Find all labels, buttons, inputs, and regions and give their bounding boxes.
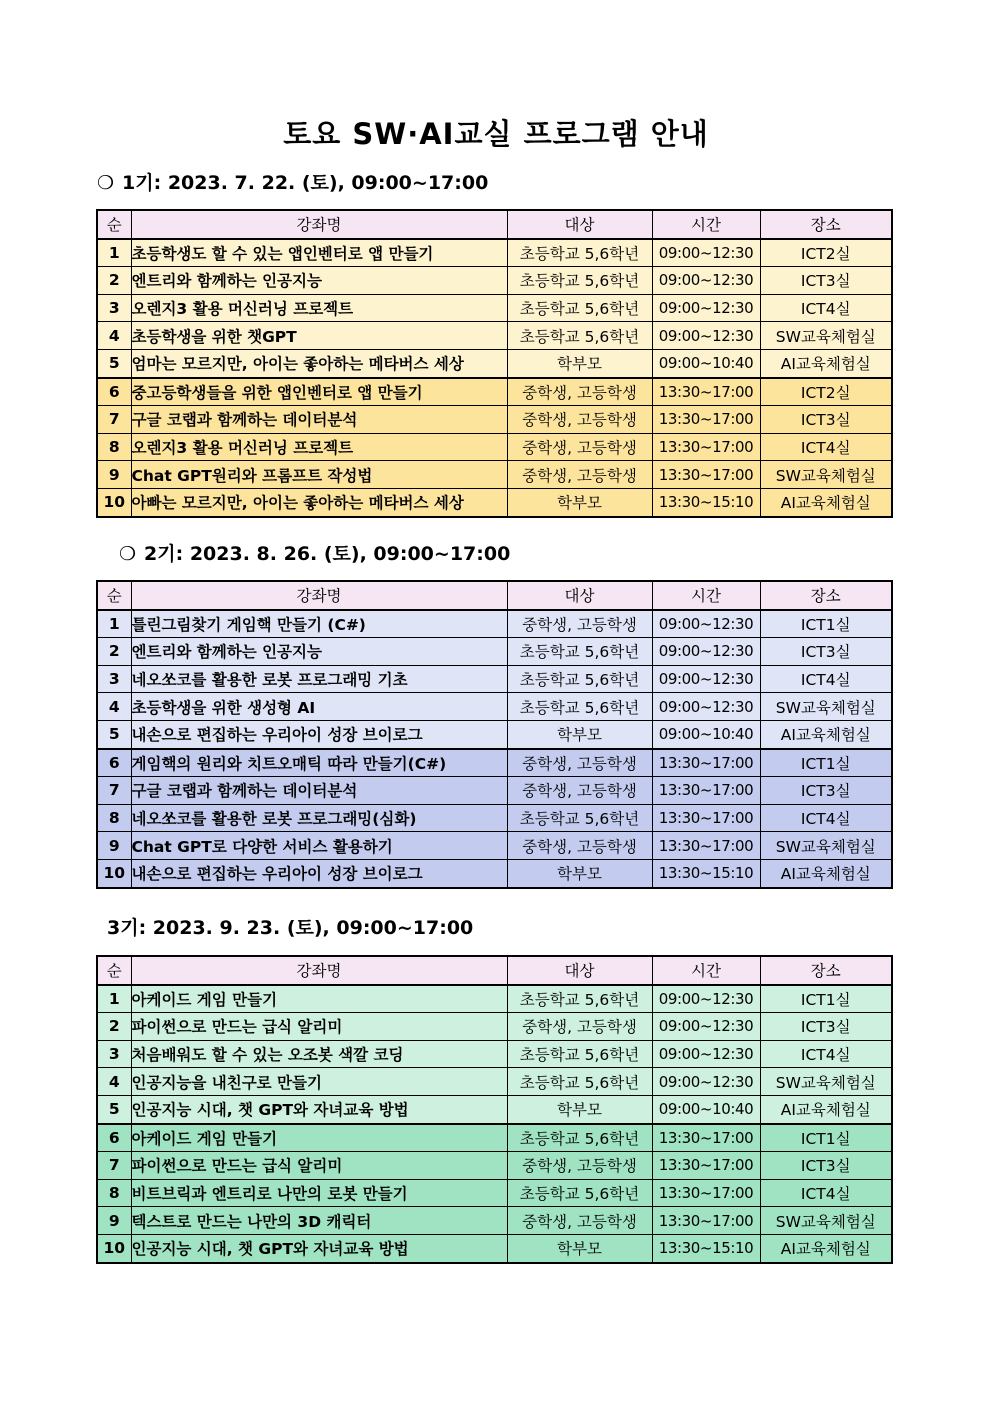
session-2-heading bbox=[119, 539, 510, 566]
class-time: 09:00~12:30 bbox=[652, 610, 760, 638]
class-time: 13:30~17:00 bbox=[652, 777, 760, 805]
table-row bbox=[97, 461, 892, 489]
row-number: 2 bbox=[97, 638, 131, 666]
course-name: 내손으로 편집하는 우리아이 성장 브이로그 bbox=[131, 720, 507, 748]
row-number: 1 bbox=[97, 985, 131, 1013]
target-audience: 학부모 bbox=[507, 1234, 652, 1262]
row-number: 3 bbox=[97, 294, 131, 322]
classroom: SW교육체험실 bbox=[760, 1068, 892, 1096]
target-audience: 초등학교 5,6학년 bbox=[507, 638, 652, 666]
column-header-no: 순 bbox=[97, 581, 131, 610]
course-name: 내손으로 편집하는 우리아이 성장 브이로그 bbox=[131, 859, 507, 887]
course-name: 아케이드 게임 만들기 bbox=[131, 1124, 507, 1152]
class-time: 13:30~17:00 bbox=[652, 378, 760, 406]
table-row bbox=[97, 294, 892, 322]
classroom: ICT3실 bbox=[760, 1152, 892, 1180]
class-time: 13:30~17:00 bbox=[652, 433, 760, 461]
target-audience: 초등학교 5,6학년 bbox=[507, 267, 652, 295]
table-row bbox=[97, 1095, 892, 1123]
course-name: 텍스트로 만드는 나만의 3D 캐릭터 bbox=[131, 1207, 507, 1235]
target-audience: 초등학교 5,6학년 bbox=[507, 665, 652, 693]
classroom: ICT3실 bbox=[760, 638, 892, 666]
row-number: 9 bbox=[97, 1207, 131, 1235]
table-row bbox=[97, 1040, 892, 1068]
target-audience: 학부모 bbox=[507, 488, 652, 516]
row-number: 5 bbox=[97, 720, 131, 748]
target-audience: 초등학교 5,6학년 bbox=[507, 1179, 652, 1207]
session-3-table bbox=[96, 955, 893, 1264]
table-row bbox=[97, 985, 892, 1013]
row-number: 10 bbox=[97, 488, 131, 516]
session-2-heading-text: 2기: 2023. 8. 26. (토), 09:00~17:00 bbox=[144, 543, 511, 565]
course-name: 틀린그림찾기 게임핵 만들기 (C#) bbox=[131, 610, 507, 638]
classroom: ICT3실 bbox=[760, 406, 892, 434]
table-row bbox=[97, 610, 892, 638]
target-audience: 초등학교 5,6학년 bbox=[507, 1068, 652, 1096]
table-row bbox=[97, 859, 892, 887]
target-audience: 중학생, 고등학생 bbox=[507, 1013, 652, 1041]
row-number: 3 bbox=[97, 1040, 131, 1068]
course-name: 처음배워도 할 수 있는 오조봇 색깔 코딩 bbox=[131, 1040, 507, 1068]
classroom: ICT1실 bbox=[760, 610, 892, 638]
classroom: ICT3실 bbox=[760, 1013, 892, 1041]
table-row bbox=[97, 488, 892, 516]
target-audience: 초등학교 5,6학년 bbox=[507, 322, 652, 350]
class-time: 09:00~12:30 bbox=[652, 665, 760, 693]
class-time: 09:00~12:30 bbox=[652, 638, 760, 666]
column-header-course: 강좌명 bbox=[131, 581, 507, 610]
target-audience: 초등학교 5,6학년 bbox=[507, 693, 652, 721]
course-name: 파이썬으로 만드는 급식 알리미 bbox=[131, 1013, 507, 1041]
class-time: 09:00~12:30 bbox=[652, 267, 760, 295]
target-audience: 학부모 bbox=[507, 349, 652, 377]
table-row bbox=[97, 349, 892, 377]
class-time: 13:30~17:00 bbox=[652, 1124, 760, 1152]
course-name: 구글 코랩과 함께하는 데이터분석 bbox=[131, 777, 507, 805]
classroom: AI교육체험실 bbox=[760, 1095, 892, 1123]
table-row bbox=[97, 406, 892, 434]
target-audience: 초등학교 5,6학년 bbox=[507, 294, 652, 322]
target-audience: 중학생, 고등학생 bbox=[507, 1152, 652, 1180]
classroom: ICT4실 bbox=[760, 294, 892, 322]
table-row bbox=[97, 693, 892, 721]
class-time: 09:00~12:30 bbox=[652, 985, 760, 1013]
target-audience: 중학생, 고등학생 bbox=[507, 610, 652, 638]
classroom: ICT1실 bbox=[760, 985, 892, 1013]
classroom: AI교육체험실 bbox=[760, 488, 892, 516]
class-time: 13:30~17:00 bbox=[652, 1152, 760, 1180]
course-name: 파이썬으로 만드는 급식 알리미 bbox=[131, 1152, 507, 1180]
column-header-time: 시간 bbox=[652, 581, 760, 610]
row-number: 8 bbox=[97, 1179, 131, 1207]
target-audience: 학부모 bbox=[507, 859, 652, 887]
class-time: 09:00~12:30 bbox=[652, 1040, 760, 1068]
row-number: 2 bbox=[97, 1013, 131, 1041]
table-row bbox=[97, 267, 892, 295]
circle-bullet-icon: ❍ bbox=[119, 543, 137, 565]
course-name: 인공지능을 내친구로 만들기 bbox=[131, 1068, 507, 1096]
course-name: 인공지능 시대, 챗 GPT와 자녀교육 방법 bbox=[131, 1234, 507, 1262]
table-row bbox=[97, 378, 892, 406]
class-time: 09:00~12:30 bbox=[652, 239, 760, 267]
column-header-target: 대상 bbox=[507, 581, 652, 610]
course-name: 비트브릭과 엔트리로 나만의 로봇 만들기 bbox=[131, 1179, 507, 1207]
circle-bullet-icon: ❍ bbox=[97, 172, 115, 194]
table-row bbox=[97, 322, 892, 350]
course-name: 초등학생도 할 수 있는 앱인벤터로 앱 만들기 bbox=[131, 239, 507, 267]
column-header-place: 장소 bbox=[760, 210, 892, 239]
classroom: ICT4실 bbox=[760, 804, 892, 832]
course-name: Chat GPT원리와 프롬프트 작성법 bbox=[131, 461, 507, 489]
target-audience: 중학생, 고등학생 bbox=[507, 406, 652, 434]
classroom: ICT4실 bbox=[760, 1179, 892, 1207]
row-number: 7 bbox=[97, 1152, 131, 1180]
session-3-heading-text: 3기: 2023. 9. 23. (토), 09:00~17:00 bbox=[107, 917, 474, 939]
course-name: 중고등학생들을 위한 앱인벤터로 앱 만들기 bbox=[131, 378, 507, 406]
class-time: 09:00~12:30 bbox=[652, 693, 760, 721]
class-time: 13:30~15:10 bbox=[652, 859, 760, 887]
course-name: 오렌지3 활용 머신러닝 프로젝트 bbox=[131, 294, 507, 322]
class-time: 09:00~12:30 bbox=[652, 294, 760, 322]
table-row bbox=[97, 1013, 892, 1041]
classroom: SW교육체험실 bbox=[760, 461, 892, 489]
table-row bbox=[97, 804, 892, 832]
classroom: ICT1실 bbox=[760, 1124, 892, 1152]
course-name: 게임핵의 원리와 치트오매틱 따라 만들기(C#) bbox=[131, 749, 507, 777]
classroom: SW교육체험실 bbox=[760, 832, 892, 860]
row-number: 3 bbox=[97, 665, 131, 693]
classroom: ICT4실 bbox=[760, 433, 892, 461]
row-number: 7 bbox=[97, 777, 131, 805]
column-header-time: 시간 bbox=[652, 210, 760, 239]
class-time: 13:30~17:00 bbox=[652, 832, 760, 860]
column-header-place: 장소 bbox=[760, 581, 892, 610]
classroom: ICT2실 bbox=[760, 239, 892, 267]
class-time: 09:00~12:30 bbox=[652, 322, 760, 350]
row-number: 4 bbox=[97, 322, 131, 350]
classroom: ICT3실 bbox=[760, 777, 892, 805]
target-audience: 중학생, 고등학생 bbox=[507, 1207, 652, 1235]
course-name: 엔트리와 함께하는 인공지능 bbox=[131, 638, 507, 666]
target-audience: 중학생, 고등학생 bbox=[507, 749, 652, 777]
row-number: 9 bbox=[97, 832, 131, 860]
table-row bbox=[97, 1152, 892, 1180]
table-row bbox=[97, 1234, 892, 1262]
row-number: 10 bbox=[97, 1234, 131, 1262]
course-name: 엄마는 모르지만, 아이는 좋아하는 메타버스 세상 bbox=[131, 349, 507, 377]
classroom: AI교육체험실 bbox=[760, 349, 892, 377]
target-audience: 초등학교 5,6학년 bbox=[507, 985, 652, 1013]
course-name: 오렌지3 활용 머신러닝 프로젝트 bbox=[131, 433, 507, 461]
column-header-target: 대상 bbox=[507, 956, 652, 985]
column-header-no: 순 bbox=[97, 956, 131, 985]
classroom: ICT2실 bbox=[760, 378, 892, 406]
column-header-target: 대상 bbox=[507, 210, 652, 239]
row-number: 1 bbox=[97, 610, 131, 638]
table-row bbox=[97, 433, 892, 461]
row-number: 4 bbox=[97, 1068, 131, 1096]
table-row bbox=[97, 638, 892, 666]
row-number: 10 bbox=[97, 859, 131, 887]
row-number: 8 bbox=[97, 804, 131, 832]
class-time: 13:30~17:00 bbox=[652, 406, 760, 434]
row-number: 7 bbox=[97, 406, 131, 434]
table-row bbox=[97, 777, 892, 805]
target-audience: 중학생, 고등학생 bbox=[507, 461, 652, 489]
table-header-row bbox=[97, 956, 892, 985]
course-name: 구글 코랩과 함께하는 데이터분석 bbox=[131, 406, 507, 434]
row-number: 5 bbox=[97, 349, 131, 377]
class-time: 13:30~17:00 bbox=[652, 804, 760, 832]
table-header-row bbox=[97, 210, 892, 239]
column-header-course: 강좌명 bbox=[131, 956, 507, 985]
course-name: 초등학생을 위한 챗GPT bbox=[131, 322, 507, 350]
class-time: 13:30~17:00 bbox=[652, 749, 760, 777]
target-audience: 초등학교 5,6학년 bbox=[507, 1040, 652, 1068]
row-number: 6 bbox=[97, 378, 131, 406]
session-1-heading bbox=[97, 168, 488, 195]
target-audience: 학부모 bbox=[507, 1095, 652, 1123]
course-name: 인공지능 시대, 챗 GPT와 자녀교육 방법 bbox=[131, 1095, 507, 1123]
class-time: 09:00~12:30 bbox=[652, 1013, 760, 1041]
table-row bbox=[97, 665, 892, 693]
row-number: 9 bbox=[97, 461, 131, 489]
classroom: SW교육체험실 bbox=[760, 1207, 892, 1235]
course-name: 아케이드 게임 만들기 bbox=[131, 985, 507, 1013]
row-number: 4 bbox=[97, 693, 131, 721]
classroom: ICT4실 bbox=[760, 1040, 892, 1068]
row-number: 6 bbox=[97, 749, 131, 777]
table-row bbox=[97, 749, 892, 777]
classroom: SW교육체험실 bbox=[760, 322, 892, 350]
table-row bbox=[97, 239, 892, 267]
class-time: 13:30~17:00 bbox=[652, 1179, 760, 1207]
session-3-heading bbox=[107, 913, 473, 940]
class-time: 09:00~10:40 bbox=[652, 720, 760, 748]
course-name: 네오쏘코를 활용한 로봇 프로그래밍(심화) bbox=[131, 804, 507, 832]
classroom: AI교육체험실 bbox=[760, 720, 892, 748]
table-row bbox=[97, 1179, 892, 1207]
table-row bbox=[97, 832, 892, 860]
classroom: AI교육체험실 bbox=[760, 1234, 892, 1262]
classroom: ICT3실 bbox=[760, 267, 892, 295]
page-title: 토요 SW·AI교실 프로그램 안내 bbox=[283, 117, 709, 151]
classroom: ICT1실 bbox=[760, 749, 892, 777]
table-row bbox=[97, 1124, 892, 1152]
classroom: SW교육체험실 bbox=[760, 693, 892, 721]
class-time: 13:30~15:10 bbox=[652, 1234, 760, 1262]
classroom: ICT4실 bbox=[760, 665, 892, 693]
table-row bbox=[97, 1207, 892, 1235]
target-audience: 중학생, 고등학생 bbox=[507, 832, 652, 860]
course-name: 초등학생을 위한 생성형 AI bbox=[131, 693, 507, 721]
table-header-row bbox=[97, 581, 892, 610]
table-row bbox=[97, 720, 892, 748]
row-number: 2 bbox=[97, 267, 131, 295]
session-1-heading-text: 1기: 2023. 7. 22. (토), 09:00~17:00 bbox=[122, 172, 489, 194]
row-number: 5 bbox=[97, 1095, 131, 1123]
column-header-time: 시간 bbox=[652, 956, 760, 985]
column-header-place: 장소 bbox=[760, 956, 892, 985]
target-audience: 초등학교 5,6학년 bbox=[507, 239, 652, 267]
column-header-no: 순 bbox=[97, 210, 131, 239]
target-audience: 중학생, 고등학생 bbox=[507, 378, 652, 406]
class-time: 09:00~10:40 bbox=[652, 1095, 760, 1123]
class-time: 09:00~10:40 bbox=[652, 349, 760, 377]
course-name: Chat GPT로 다양한 서비스 활용하기 bbox=[131, 832, 507, 860]
course-name: 네오쏘코를 활용한 로봇 프로그래밍 기초 bbox=[131, 665, 507, 693]
target-audience: 중학생, 고등학생 bbox=[507, 433, 652, 461]
session-2-table bbox=[96, 580, 893, 889]
target-audience: 학부모 bbox=[507, 720, 652, 748]
class-time: 13:30~15:10 bbox=[652, 488, 760, 516]
row-number: 8 bbox=[97, 433, 131, 461]
target-audience: 초등학교 5,6학년 bbox=[507, 1124, 652, 1152]
session-1-table bbox=[96, 209, 893, 518]
course-name: 엔트리와 함께하는 인공지능 bbox=[131, 267, 507, 295]
class-time: 13:30~17:00 bbox=[652, 461, 760, 489]
target-audience: 중학생, 고등학생 bbox=[507, 777, 652, 805]
row-number: 6 bbox=[97, 1124, 131, 1152]
row-number: 1 bbox=[97, 239, 131, 267]
target-audience: 초등학교 5,6학년 bbox=[507, 804, 652, 832]
column-header-course: 강좌명 bbox=[131, 210, 507, 239]
table-row bbox=[97, 1068, 892, 1096]
course-name: 아빠는 모르지만, 아이는 좋아하는 메타버스 세상 bbox=[131, 488, 507, 516]
classroom: AI교육체험실 bbox=[760, 859, 892, 887]
class-time: 09:00~12:30 bbox=[652, 1068, 760, 1096]
class-time: 13:30~17:00 bbox=[652, 1207, 760, 1235]
